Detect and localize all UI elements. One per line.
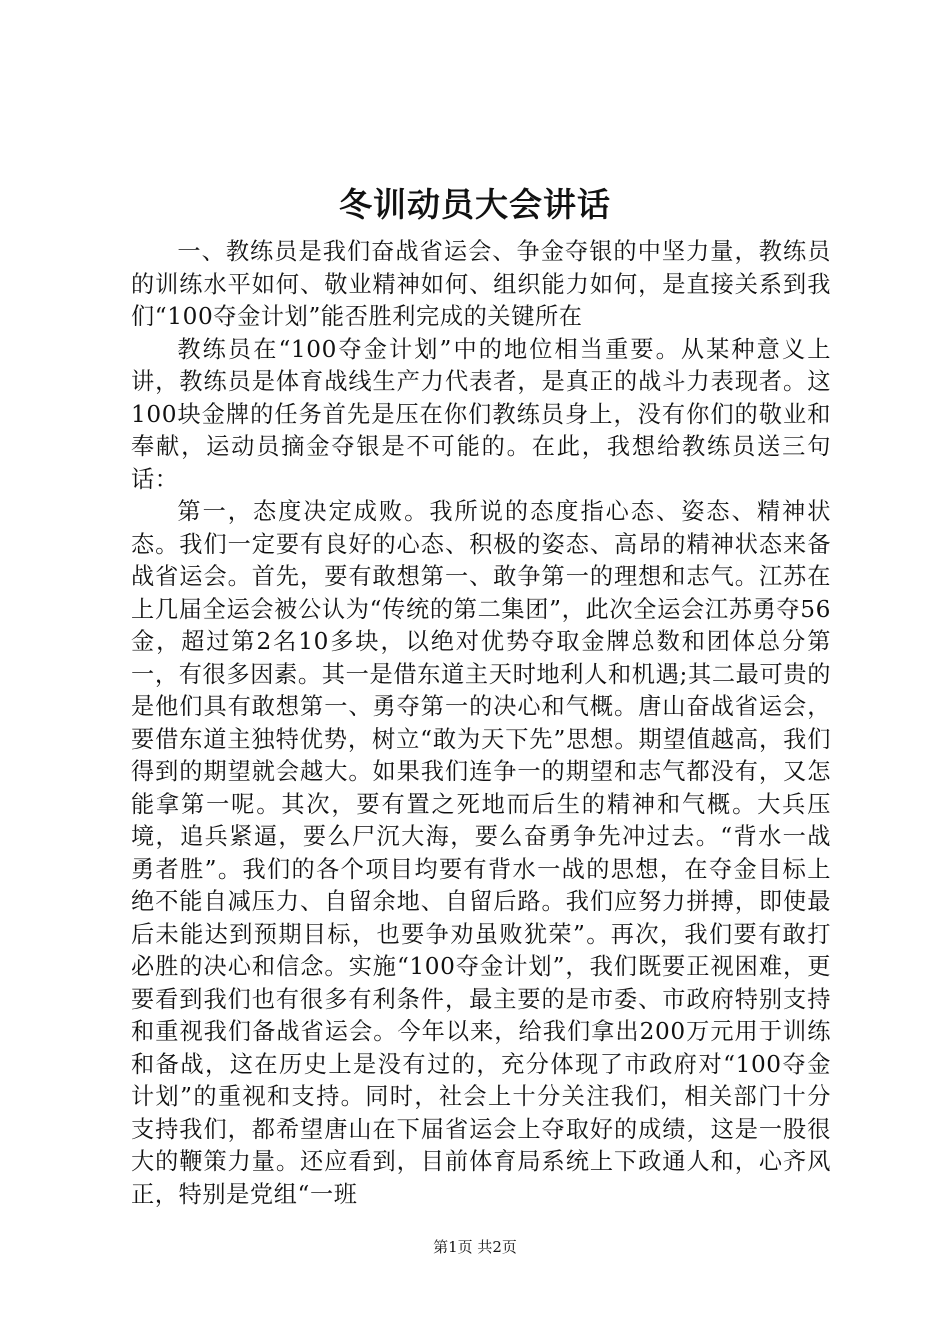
paragraph-3: 第一，态度决定成败。我所说的态度指心态、姿态、精神状态。我们一定要有良好的心态、积极的姿态、高昂的精神状态来备战省运会。首先，要有敢想第一、敢争第一的理想和志气。江苏在上几届全运会被公认为“传统的第二集团”，此次全运会江苏勇夺56金，超过第2名10多块，以绝对优势夺取金牌总数和团体总分第一，有很多因素。其一是借东道主天时地利人和机遇;其二最可贵的是他们具有敢想第一、勇夺第一的决心和气概。唐山奋战省运会，要借东道主独特优势，树立“敢为天下先”思想。期望值越高，我们得到的期望就会越大。如果我们连争一的期望和志气都没有，又怎能拿第一呢。其次，要有置之死地而后生的精神和气概。大兵压境，追兵紧逼，要么尸沉大海，要么奋勇争先冲过去。“背水一战勇者胜”。我们的各个项目均要有背水一战的思想，在夺金目标上绝不能自减压力、自留余地、自留后路。我们应努力拼搏，即使最后未能达到预期目标，也要争劝虽败犹荣”。再次，我们要有敢打必胜的决心和信念。实施“100夺金计划”，我们既要正视困难，更要看到我们也有很多有利条件，最主要的是市委、市政府特别支持和重视我们备战省运会。今年以来，给我们拿出200万元用于训练和备战，这在历史上是没有过的，充分体现了市政府对“100夺金计划”的重视和支持。同时，社会上十分关注我们，相关部门十分支持我们，都希望唐山在下届省运会上夺取好的成绩，这是一股很大的鞭策力量。还应看到，目前体育局系统上下政通人和，心齐风正，特别是党组“一班 (131, 498, 831, 1208)
document-title: 冬训动员大会讲话 (339, 185, 611, 224)
paragraph-1: 一、教练员是我们奋战省运会、争金夺银的中坚力量，教练员的训练水平如何、敬业精神如何、组织能力如何，是直接关系到我们“100夺金计划”能否胜利完成的关键所在 (131, 238, 831, 330)
paragraph-2: 教练员在“100夺金计划”中的地位相当重要。从某种意义上讲，教练员是体育战线生产力代表者，是真正的战斗力表现者。这100块金牌的任务首先是压在你们教练员身上，没有你们的敬业和奉献，运动员摘金夺银是不可能的。在此，我想给教练员送三句话： (131, 335, 831, 493)
document-body (131, 236, 831, 1211)
page-footer: 第1页 共2页 (433, 1238, 517, 1256)
